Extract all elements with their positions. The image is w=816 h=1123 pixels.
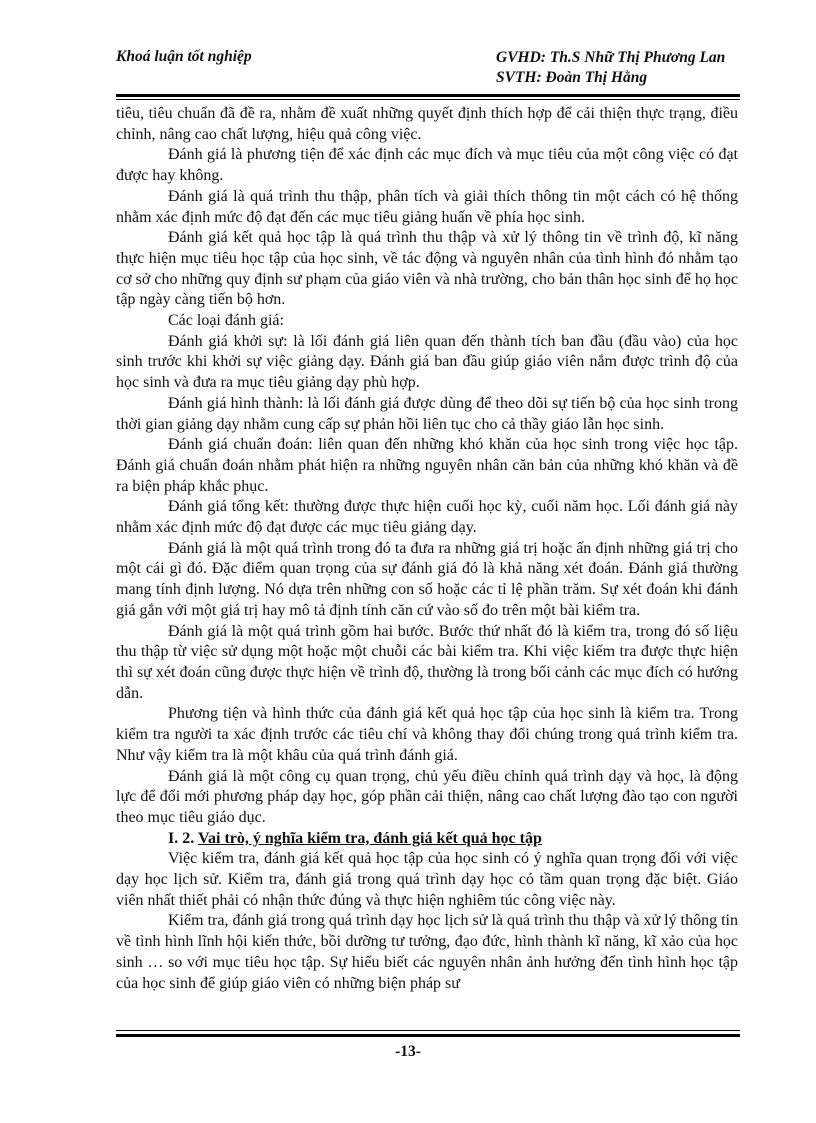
body-paragraph: tiêu, tiêu chuẩn đã đề ra, nhằm đề xuất những quyết định thích hợp để cải thiện thực trạng, điều chỉnh, nâng cao chất lượng, hiệu quả công việc. [116,105,738,143]
body-paragraph: Đánh giá là phương tiện để xác định các mục đích và mục tiêu của một công việc có đạt được hay không. [116,146,738,185]
body-paragraph: Đánh giá là một quá trình gồm hai bước. Bước thứ nhất đó là kiểm tra, trong đó số liệu thu thập từ việc sử dụng một hoặc một chuỗi các bài kiểm tra. Khi việc kiểm tra được thực hiện thì sự xét đoán cũng được thực hiện về trình độ, thường là trong bối cảnh các mục đích có hướng dẫn. [116,622,738,702]
body-paragraph: Đánh giá là một công cụ quan trọng, chủ yếu điều chỉnh quá trình dạy và học, là động lực để đổi mới phương pháp dạy học, góp phần cải thiện, nâng cao chất lượng đào tạo con người theo mục tiêu giáo dục. [116,767,738,826]
section-title: Vai trò, ý nghĩa kiểm tra, đánh giá kết quả học tập [197,829,542,847]
header-thesis-title: Khoá luận tốt nghiệp [116,48,252,65]
body-paragraph: Đánh giá kết quả học tập là quá trình thu thập và xử lý thông tin về trình độ, kĩ năng thực hiện mục tiêu học tập của học sinh, về tác động và nguyên nhân của tình hình đó nhằm tạo cơ sở cho những quy định sư phạm của giáo viên và nhà trường, cho bản thân học sinh để họ học tập ngày càng tiến bộ hơn. [116,229,738,309]
body-paragraph: Đánh giá hình thành: là lối đánh giá được dùng để theo dõi sự tiến bộ của học sinh trong thời gian giảng dạy nhằm cung cấp sự phản hồi liên tục cho cả thầy giáo lẫn học sinh. [116,394,738,433]
section-heading [116,829,738,850]
body-paragraph: Đánh giá chuẩn đoán: liên quan đến những khó khăn của học sinh trong việc học tập. Đánh giá chuẩn đoán nhằm phát hiện ra những nguyên nhân căn bản của những khó khăn và đề ra biện pháp khắc phục. [116,436,738,495]
body-paragraph: Phương tiện và hình thức của đánh giá kết quả học tập của học sinh là kiểm tra. Trong kiểm tra người ta xác định trước các tiêu chí và không thay đổi chúng trong quá trình kiểm tra. Như vậy kiểm tra là một khâu của quá trình đánh giá. [116,705,738,764]
page-body [116,104,738,994]
body-paragraph: Các loại đánh giá: [168,312,284,330]
page-number: -13- [395,1043,421,1060]
footer-rule-thin [116,1030,740,1031]
body-paragraph: Đánh giá khởi sự: là lối đánh giá liên quan đến thành tích ban đầu (đầu vào) của học sinh trước khi khởi sự việc giảng dạy. Đánh giá ban đầu giúp giáo viên nắm được trình độ của học sinh và đưa ra mục tiêu giảng dạy phù hợp. [116,332,738,392]
header-rule-thin [116,99,740,100]
body-paragraph: Việc kiểm tra, đánh giá kết quả học tập của học sinh có ý nghĩa quan trọng đối với việc dạy học lịch sử. Kiểm tra, đánh giá trong quá trình dạy học có tầm quan trọng đặc biệt. Giáo viên nhất thiết phải có nhận thức đúng và thực hiện nghiêm túc công việc này. [116,850,738,909]
body-paragraph: Đánh giá là một quá trình trong đó ta đưa ra những giá trị hoặc ấn định những giá trị cho một cái gì đó. Đặc điểm quan trọng của sự đánh giá đó là khả năng xét đoán. Đánh giá thường mang tính định lượng. Nó dựa trên những con số hoặc các tỉ lệ phần trăm. Sự xét đoán khi đánh giá gắn với một giá trị hay mô tả định tính căn cứ vào số đo trên một bài kiểm tra. [116,539,738,619]
header-supervisor: GVHD: Th.S Nhữ Thị Phương Lan [496,49,726,66]
body-paragraph: Kiểm tra, đánh giá trong quá trình dạy học lịch sử là quá trình thu thập và xử lý thông tin về tình hình lĩnh hội kiến thức, bồi dưỡng tư tưởng, đạo đức, hình thành kĩ năng, kĩ xảo của học sinh … so với mục tiêu học tập. Sự hiểu biết các nguyên nhân ảnh hưởng đến tình hình học tập của học sinh để giúp giáo viên có những biện pháp sư [116,912,738,992]
body-paragraph: Đánh giá là quá trình thu thập, phân tích và giải thích thông tin một cách có hệ thống nhằm xác định mức độ đạt đến các mục tiêu giảng huấn về phía học sinh. [116,187,738,226]
section-number: I. 2. [168,829,198,847]
footer-rule-thick [116,1034,740,1037]
page-header [116,46,738,90]
body-paragraph: Đánh giá tổng kết: thường được thực hiện cuối học kỳ, cuối năm học. Lối đánh giá này nhằm xác định mức độ đạt được các mục tiêu giảng dạy. [116,498,738,537]
header-rule-thick [116,94,740,97]
header-student: SVTH: Đoàn Thị Hằng [496,69,648,86]
header-supervisor-info [496,48,725,88]
